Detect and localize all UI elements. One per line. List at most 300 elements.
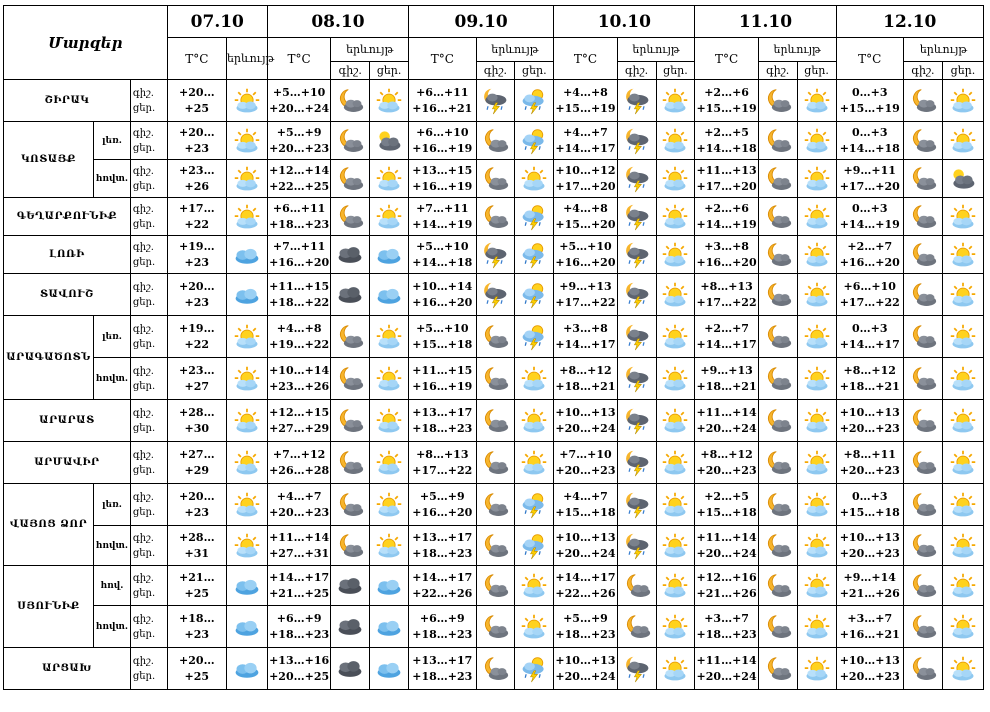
- night-header: գիշ.: [904, 62, 943, 80]
- storm-moon-icon: [623, 407, 651, 435]
- day-label: ցեր.: [132, 180, 156, 192]
- weather-icon-cell: [797, 316, 836, 358]
- temperature-range: [554, 122, 617, 160]
- weather-icon-cell: [656, 566, 695, 606]
- region-name: ԼՈՌԻ: [4, 236, 131, 274]
- weather-icon-cell: [617, 442, 656, 484]
- weather-icon-cell: [656, 442, 695, 484]
- sun-cloud-icon: [949, 241, 977, 269]
- day-temp: +22…+26: [555, 586, 616, 600]
- day-temp: +16…+19: [412, 379, 473, 393]
- moon-cloud-icon: [764, 87, 792, 115]
- sun-cloud-icon: [233, 127, 261, 155]
- weather-icon-cell: [656, 236, 695, 274]
- day-temp: +20…+24: [555, 546, 616, 560]
- temperature-range: [695, 122, 758, 160]
- weather-icon-cell: [758, 526, 797, 566]
- moon-cloud-icon: [764, 323, 792, 351]
- weather-icon-cell: [476, 236, 515, 274]
- storm-moon-icon: [623, 281, 651, 309]
- night-temp: +7…+10: [559, 447, 612, 461]
- day-label: ցեր.: [132, 102, 156, 114]
- temperature-range: [554, 198, 617, 236]
- weather-icon-cell: [370, 606, 409, 648]
- day-temp: +18…+23: [412, 669, 473, 683]
- night-label: գիշ.: [132, 165, 154, 177]
- temperature-range: [409, 566, 477, 606]
- weather-icon-cell: [226, 236, 267, 274]
- sun-cloud-icon: [661, 613, 689, 641]
- weather-icon-cell: [331, 526, 370, 566]
- night-label: գիշ.: [132, 127, 154, 139]
- day-label: ցեր.: [132, 422, 156, 434]
- day-temp: +16…+21: [839, 627, 900, 641]
- cloud-dark-icon: [336, 655, 364, 683]
- cloud-blue-icon: [233, 655, 261, 683]
- day-temp: +18…+23: [412, 627, 473, 641]
- temperature-range: [695, 566, 758, 606]
- storm-moon-icon: [623, 241, 651, 269]
- temperature-range: +20…+25: [167, 648, 226, 690]
- cloud-dark-icon: [336, 572, 364, 600]
- temperature-range: [409, 122, 477, 160]
- day-temp: +17…+22: [555, 295, 616, 309]
- temperature-range: +27…+29: [167, 442, 226, 484]
- moon-cloud-icon: [909, 532, 937, 560]
- night-temp: +2…+7: [704, 321, 749, 335]
- sun-cloud-icon: [803, 532, 831, 560]
- temperature-range: [267, 526, 330, 566]
- night-temp: +10…+13: [555, 405, 616, 419]
- day-temp: +20…+23: [839, 546, 900, 560]
- night-header: գիշ.: [476, 62, 515, 80]
- temperature-range: [554, 526, 617, 566]
- sun-cloud-icon: [803, 281, 831, 309]
- table-row: [4, 566, 984, 606]
- sun-cloud-icon: [661, 407, 689, 435]
- night-label: գիշ.: [132, 87, 154, 99]
- weather-icon-cell: [797, 236, 836, 274]
- temperature-range: [554, 566, 617, 606]
- temperature-range: +28…+30: [167, 400, 226, 442]
- moon-cloud-icon: [336, 532, 364, 560]
- weather-icon-cell: [904, 122, 943, 160]
- weather-icon-cell: [476, 122, 515, 160]
- storm-sun-icon: [520, 281, 548, 309]
- period-labels: [130, 484, 167, 526]
- table-row: [4, 198, 984, 236]
- temperature-range: [836, 566, 904, 606]
- weather-icon-cell: [370, 400, 409, 442]
- sun-cloud-icon: [803, 165, 831, 193]
- weather-icon-cell: [617, 160, 656, 198]
- moon-cloud-icon: [909, 491, 937, 519]
- subregion-label: հովտ.: [94, 358, 131, 400]
- moon-cloud-icon: [481, 127, 509, 155]
- weather-icon-cell: [331, 160, 370, 198]
- date-header: 10.10: [554, 6, 695, 38]
- night-label: գիշ.: [132, 449, 154, 461]
- sun-cloud-icon: [233, 203, 261, 231]
- weather-icon-cell: [515, 80, 554, 122]
- temperature-range: [695, 198, 758, 236]
- moon-cloud-icon: [764, 365, 792, 393]
- weather-icon-cell: [904, 648, 943, 690]
- moon-cloud-icon: [909, 323, 937, 351]
- period-labels: [130, 160, 167, 198]
- moon-cloud-icon: [909, 655, 937, 683]
- sun-cloud-icon: [803, 407, 831, 435]
- temperature-range: +20…+23: [167, 122, 226, 160]
- night-label: գիշ.: [132, 613, 154, 625]
- weather-icon-cell: [797, 566, 836, 606]
- weather-icon-cell: [758, 442, 797, 484]
- storm-moon-icon: [481, 241, 509, 269]
- temperature-range: [267, 198, 330, 236]
- weather-icon-cell: [476, 358, 515, 400]
- night-temp: +4…+8: [276, 321, 322, 335]
- day-temp: +16…+20: [839, 255, 900, 269]
- day-temp: +17…+22: [839, 295, 900, 309]
- weather-icon-cell: [331, 316, 370, 358]
- moon-cloud-icon: [481, 532, 509, 560]
- sun-cloud-icon: [661, 203, 689, 231]
- temperature-range: [267, 442, 330, 484]
- temperature-range: [554, 400, 617, 442]
- night-label: գիշ.: [132, 491, 154, 503]
- weather-icon-cell: [617, 484, 656, 526]
- region-name: ՏԱՎՈՒՇ: [4, 274, 131, 316]
- sun-cloud-icon: [949, 281, 977, 309]
- sun-cloud-icon: [949, 203, 977, 231]
- period-labels: [130, 442, 167, 484]
- sun-cloud-icon: [233, 407, 261, 435]
- sun-cloud-icon: [520, 572, 548, 600]
- period-labels: [130, 648, 167, 690]
- weather-icon-cell: [656, 358, 695, 400]
- sun-cloud-icon: [949, 127, 977, 155]
- day-label: ցեր.: [132, 256, 156, 268]
- table-row: [4, 122, 984, 160]
- moon-cloud-icon: [764, 127, 792, 155]
- day-label: ցեր.: [132, 380, 156, 392]
- night-temp: +11…+14: [696, 405, 757, 419]
- day-temp: +14…+17: [555, 141, 616, 155]
- weather-icon-cell: [797, 648, 836, 690]
- region-name: ԱՐԱՐԱՏ: [4, 400, 131, 442]
- weather-icon-cell: [758, 236, 797, 274]
- moon-cloud-icon: [481, 165, 509, 193]
- moon-cloud-icon: [336, 407, 364, 435]
- temperature-range: [267, 484, 330, 526]
- night-temp: +8…+12: [559, 363, 612, 377]
- day-temp: +18…+23: [555, 627, 616, 641]
- temperature-range: [836, 160, 904, 198]
- weather-icon-cell: [226, 122, 267, 160]
- temperature-range: [554, 80, 617, 122]
- weather-icon-cell: [942, 160, 983, 198]
- weather-icon-cell: [331, 648, 370, 690]
- weather-icon-cell: [758, 198, 797, 236]
- sun-cloud-icon: [233, 87, 261, 115]
- temperature-range: [409, 316, 477, 358]
- table-row: [4, 648, 984, 690]
- temperature-range: [267, 566, 330, 606]
- weather-icon-cell: [515, 198, 554, 236]
- cloud-blue-icon: [375, 613, 403, 641]
- night-temp: +13…+15: [412, 163, 473, 177]
- weather-icon-cell: [226, 400, 267, 442]
- forecast-table: [3, 5, 984, 690]
- storm-moon-icon: [481, 281, 509, 309]
- temperature-range: [695, 442, 758, 484]
- table-row: [4, 442, 984, 484]
- temperature-range: [554, 236, 617, 274]
- weather-icon-cell: [656, 274, 695, 316]
- weather-icon-cell: [758, 122, 797, 160]
- night-temp: +12…+14: [269, 163, 330, 177]
- weather-icon-cell: [476, 80, 515, 122]
- day-temp: +14…+17: [696, 337, 757, 351]
- weather-icon-cell: [370, 198, 409, 236]
- night-temp: +2…+7: [847, 239, 893, 253]
- weather-icon-cell: [797, 80, 836, 122]
- weather-icon-cell: [942, 566, 983, 606]
- sun-cloud-icon: [375, 491, 403, 519]
- night-temp: +6…+9: [419, 611, 465, 625]
- subregion-label: լեռ.: [94, 484, 131, 526]
- sun-cloud-icon: [233, 165, 261, 193]
- weather-icon-cell: [942, 198, 983, 236]
- weather-icon-cell: [515, 566, 554, 606]
- night-temp: +6…+11: [416, 85, 469, 99]
- subregion-label: հովտ.: [94, 606, 131, 648]
- temperature-range: [695, 358, 758, 400]
- temperature-range: [554, 606, 617, 648]
- page-title: Մարզեր: [4, 6, 168, 80]
- day-temp: +20…+24: [555, 421, 616, 435]
- day-label: ցեր.: [132, 547, 156, 559]
- night-temp: +5…+10: [416, 239, 469, 253]
- moon-cloud-icon: [336, 127, 364, 155]
- sun-cloud-icon: [803, 449, 831, 477]
- weather-icon-cell: [331, 442, 370, 484]
- temperature-range: [267, 80, 330, 122]
- moon-cloud-icon: [481, 323, 509, 351]
- sun-cloud-icon: [661, 532, 689, 560]
- sun-cloud-icon: [949, 613, 977, 641]
- day-temp: +18…+23: [412, 421, 473, 435]
- weather-icon-cell: [797, 484, 836, 526]
- weather-icon-cell: [617, 526, 656, 566]
- weather-icon-cell: [226, 358, 267, 400]
- sun-cloud-icon: [661, 87, 689, 115]
- sun-cloud-icon: [949, 532, 977, 560]
- sun-cloud-icon: [949, 491, 977, 519]
- sun-cloud-icon: [803, 572, 831, 600]
- weather-icon-cell: [758, 400, 797, 442]
- temperature-range: [267, 316, 330, 358]
- weather-icon-cell: [226, 484, 267, 526]
- region-name: ԱՐՄԱՎԻՐ: [4, 442, 131, 484]
- storm-sun-icon: [520, 655, 548, 683]
- day-temp: +14…+18: [412, 255, 473, 269]
- day-temp: +20…+23: [696, 463, 757, 477]
- cloud-blue-icon: [233, 613, 261, 641]
- sun-cloud-icon: [803, 613, 831, 641]
- table-row: [4, 236, 984, 274]
- day-label: ցեր.: [132, 142, 156, 154]
- weather-icon-cell: [797, 198, 836, 236]
- day-temp: +20…+24: [555, 669, 616, 683]
- temperature-range: [267, 400, 330, 442]
- night-temp: +14…+17: [555, 570, 616, 584]
- weather-icon-cell: [370, 80, 409, 122]
- day-temp: +22…+26: [412, 586, 473, 600]
- weather-icon-cell: [476, 566, 515, 606]
- cloud-dark-icon: [336, 281, 364, 309]
- moon-cloud-icon: [336, 87, 364, 115]
- weather-icon-cell: [515, 526, 554, 566]
- storm-sun-icon: [520, 241, 548, 269]
- sun-cloud-icon: [661, 449, 689, 477]
- cloud-icon: [375, 127, 403, 155]
- sun-cloud-icon: [520, 613, 548, 641]
- temperature-range: [409, 274, 477, 316]
- weather-icon-cell: [515, 606, 554, 648]
- weather-icon-cell: [797, 122, 836, 160]
- cloud-blue-icon: [233, 241, 261, 269]
- night-temp: +10…+14: [269, 363, 330, 377]
- night-label: գիշ.: [132, 203, 154, 215]
- weather-icon-cell: [797, 274, 836, 316]
- moon-cloud-icon: [481, 449, 509, 477]
- storm-sun-icon: [520, 323, 548, 351]
- weather-icon-cell: [370, 274, 409, 316]
- subregion-label: հովտ.: [94, 526, 131, 566]
- weather-icon-cell: [904, 358, 943, 400]
- weather-icon-cell: [617, 236, 656, 274]
- storm-moon-icon: [623, 449, 651, 477]
- day-header: ցեր.: [370, 62, 409, 80]
- sun-cloud-icon: [949, 655, 977, 683]
- night-label: գիշ.: [132, 365, 154, 377]
- day-temp: +14…+19: [412, 217, 473, 231]
- night-temp: +6…+11: [272, 201, 326, 215]
- region-name: ԳԵՂԱՐՔՈՒՆԻՔ: [4, 198, 131, 236]
- date-header: 12.10: [836, 6, 984, 38]
- date-header: 11.10: [695, 6, 836, 38]
- weather-icon-cell: [370, 236, 409, 274]
- weather-icon-cell: [617, 198, 656, 236]
- temperature-range: [409, 80, 477, 122]
- night-temp: +5…+10: [272, 85, 326, 99]
- moon-cloud-icon: [909, 203, 937, 231]
- night-temp: +8…+13: [416, 447, 469, 461]
- weather-icon-cell: [758, 566, 797, 606]
- weather-icon-cell: [476, 606, 515, 648]
- phenomena-header: երևույթ: [904, 38, 984, 62]
- day-temp: +15…+19: [696, 101, 757, 115]
- temperature-range: [695, 316, 758, 358]
- sun-cloud-icon: [375, 532, 403, 560]
- moon-cloud-icon: [909, 241, 937, 269]
- region-name: ՍՅՈՒՆԻՔ: [4, 566, 94, 648]
- day-temp: +17…+20: [696, 179, 757, 193]
- night-temp: +6…+10: [416, 125, 469, 139]
- temperature-range: [836, 606, 904, 648]
- moon-cloud-icon: [481, 613, 509, 641]
- weather-icon-cell: [797, 160, 836, 198]
- moon-cloud-icon: [623, 572, 651, 600]
- weather-icon-cell: [942, 358, 983, 400]
- moon-cloud-icon: [764, 613, 792, 641]
- weather-icon-cell: [226, 526, 267, 566]
- night-temp: +10…+12: [555, 163, 616, 177]
- storm-moon-icon: [623, 655, 651, 683]
- sun-cloud-icon: [520, 365, 548, 393]
- date-header: 07.10: [167, 6, 267, 38]
- night-temp: +11…+15: [412, 363, 473, 377]
- temperature-range: [554, 316, 617, 358]
- weather-icon-cell: [758, 80, 797, 122]
- sun-cloud-icon: [375, 449, 403, 477]
- day-temp: +20…+24: [696, 421, 757, 435]
- day-temp: +20…+24: [696, 669, 757, 683]
- period-labels: [130, 274, 167, 316]
- temperature-range: +17…+22: [167, 198, 226, 236]
- sun-cloud-icon: [803, 491, 831, 519]
- night-temp: +8…+12: [700, 447, 753, 461]
- night-label: գիշ.: [132, 532, 154, 544]
- day-label: ցեր.: [132, 628, 156, 640]
- weather-icon-cell: [758, 358, 797, 400]
- night-temp: 0…+3: [851, 85, 888, 99]
- moon-cloud-icon: [764, 203, 792, 231]
- sun-cloud-icon: [520, 449, 548, 477]
- temperature-range: [554, 160, 617, 198]
- weather-icon-cell: [797, 400, 836, 442]
- weather-icon-cell: [515, 236, 554, 274]
- night-header: գիշ.: [758, 62, 797, 80]
- night-temp: +5…+10: [416, 321, 469, 335]
- temperature-range: [695, 484, 758, 526]
- night-temp: +4…+7: [276, 489, 322, 503]
- sun-cloud-icon: [803, 323, 831, 351]
- temp-header: T°C: [267, 38, 330, 80]
- temperature-range: [409, 198, 477, 236]
- weather-icon-cell: [758, 606, 797, 648]
- date-header: 09.10: [409, 6, 554, 38]
- temperature-range: [409, 236, 477, 274]
- weather-icon-cell: [656, 648, 695, 690]
- night-temp: +2…+6: [704, 85, 749, 99]
- sun-cloud-icon: [661, 323, 689, 351]
- moon-cloud-icon: [764, 407, 792, 435]
- temperature-range: [836, 236, 904, 274]
- sun-cloud-icon: [520, 407, 548, 435]
- temperature-range: [267, 274, 330, 316]
- day-temp: +18…+23: [269, 217, 330, 231]
- moon-cloud-icon: [909, 572, 937, 600]
- sun-cloud-icon: [661, 127, 689, 155]
- sun-cloud-icon: [803, 241, 831, 269]
- weather-icon-cell: [942, 122, 983, 160]
- storm-sun-icon: [520, 127, 548, 155]
- night-temp: +11…+14: [696, 653, 757, 667]
- region-name: ՇԻՐԱԿ: [4, 80, 131, 122]
- temperature-range: [409, 606, 477, 648]
